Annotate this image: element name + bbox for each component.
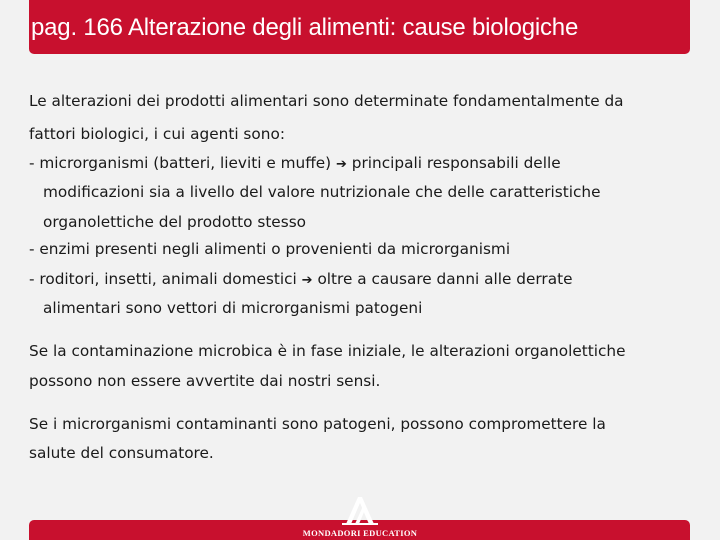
bullet-1-line-2: modificazioni sia a livello del valore nutrizionale che delle caratteristiche (43, 183, 601, 201)
bullet-dash: - (29, 154, 35, 172)
mondadori-education-logo (283, 494, 437, 540)
intro-line-2 (29, 125, 285, 143)
paragraph-2-line-1: Se la contaminazione microbica è in fase iniziale, le alterazioni organolettiche (29, 342, 626, 360)
bullet-2-line-1 (29, 240, 510, 258)
emphasis-text: fattori biologici (29, 125, 145, 143)
page-title: pag. 166 Alterazione degli alimenti: cause biologiche (31, 14, 579, 41)
paragraph-3-line-2: salute del consumatore. (29, 444, 214, 462)
bullet-2-text: enzimi presenti negli alimenti o provenienti da microrganismi (34, 240, 511, 258)
bullet-dash: - (29, 270, 35, 288)
bullet-3-text-b: oltre a causare danni alle derrate (312, 270, 573, 288)
logo-mark-icon (283, 494, 437, 528)
paragraph-3-line-1: Se i microrganismi contaminanti sono patogeni, possono compromettere la (29, 415, 606, 433)
arrow-right-icon: ➔ (336, 157, 347, 172)
bullet-3-line-2: alimentari sono vettori di microrganismi patogeni (43, 299, 423, 317)
paragraph-2-line-2: possono non essere avvertite dai nostri sensi. (29, 372, 381, 390)
logo-text: MONDADORI EDUCATION (302, 528, 418, 538)
bullet-1-text-a: microrganismi (batteri, lieviti e muffe) (34, 154, 336, 172)
bullet-dash: - (29, 240, 35, 258)
bullet-1-line-3: organolettiche del prodotto stesso (43, 213, 307, 231)
intro-line-1: Le alterazioni dei prodotti alimentari sono determinate fondamentalmente da (29, 92, 624, 110)
bullet-3-line-1 (29, 270, 573, 288)
arrow-right-icon: ➔ (301, 273, 313, 288)
intro-line-2-rest: , i cui agenti sono: (144, 125, 285, 143)
title-bar (29, 0, 690, 54)
bullet-3-text-a: roditori, insetti, animali domestici (34, 270, 302, 288)
bullet-1-line-1 (29, 154, 561, 172)
bullet-1-text-b: principali responsabili delle (346, 154, 561, 172)
